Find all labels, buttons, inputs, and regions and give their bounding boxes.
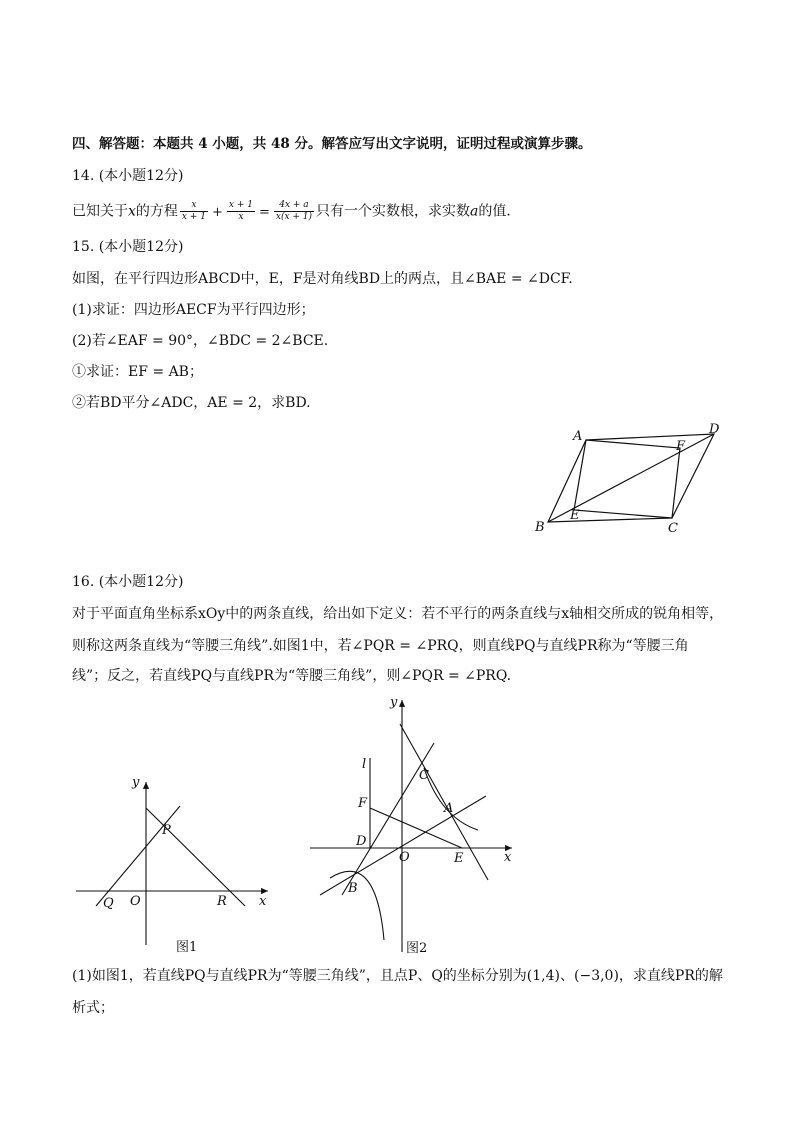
- q14-equals: =: [258, 204, 270, 220]
- fig1-label-y: y: [132, 775, 140, 790]
- q15-line-3: (2)若∠EAF = 90°，∠BDC = 2∠BCE.: [72, 333, 329, 349]
- q16-line-3: 线”；反之，若直线PQ与直线PR为“等腰三角线”，则∠PQR = ∠PRQ.: [72, 668, 512, 684]
- fig1-label-q: Q: [103, 896, 114, 911]
- q16-figure-1: [70, 770, 280, 960]
- q14-statement: [72, 200, 511, 223]
- q15-header: 15. (本小题12分): [72, 239, 184, 255]
- q15-line-2: (1)求证：四边形AECF为平行四边形；: [72, 302, 315, 318]
- fig2-label-l: l: [362, 757, 367, 772]
- q15-parallelogram-figure: [530, 420, 730, 540]
- q14-header: 14. (本小题12分): [72, 168, 184, 184]
- q14-fraction-1: [180, 200, 208, 223]
- q14-fraction-3: [274, 200, 314, 223]
- q15-line-5: ②若BD平分∠ADC，AE = 2，求BD.: [72, 395, 311, 411]
- fig2-label-y: y: [390, 695, 398, 710]
- q14-f2-den: x: [238, 212, 244, 222]
- fig2-label-e: E: [454, 851, 464, 866]
- q14-var-x: x: [128, 203, 136, 220]
- fig2-curve-upper: [424, 768, 478, 830]
- fig2-label-a: A: [444, 801, 454, 816]
- fig2-line-ba: [320, 796, 486, 895]
- q14-text-pre: 已知关于: [72, 203, 128, 220]
- q16-header: 16. (本小题12分): [72, 574, 184, 590]
- q16-sub1-line-2: 析式；: [72, 1000, 114, 1016]
- section-title: 四、解答题：本题共 4 小题，共 48 分。解答应写出文字说明，证明过程或演算步骤。: [72, 136, 592, 152]
- fig2-label-c: C: [419, 768, 429, 783]
- fig2-label-o: O: [399, 850, 410, 865]
- q14-f3-num: 4x + a: [274, 200, 314, 212]
- label-f: F: [676, 439, 686, 454]
- fig1-caption: 图1: [176, 940, 198, 955]
- label-a: A: [573, 429, 583, 444]
- q15-line-4: ①求证：EF = AB；: [72, 364, 203, 380]
- fig2-caption: 图2: [406, 941, 428, 956]
- q14-f3-den: x(x + 1): [275, 212, 313, 222]
- fig2-label-d: D: [356, 834, 367, 849]
- q14-plus: +: [211, 204, 223, 220]
- fig2-label-f: F: [358, 796, 368, 811]
- label-c: C: [668, 521, 678, 536]
- q14-text-post: 只有一个实数根，求实数: [316, 203, 471, 220]
- fig1-label-p: P: [162, 823, 171, 838]
- q14-f1-num: x: [180, 200, 208, 212]
- fig1-label-r: R: [217, 894, 227, 909]
- parallelogram-aecf: [574, 440, 680, 518]
- q16-figure-2: [306, 690, 526, 960]
- q16-line-2: 则称这两条直线为“等腰三角线”.如图1中，若∠PQR = ∠PRQ，则直线PQ与直线PR称为“等腰三角: [72, 638, 689, 654]
- fig2-label-x: x: [504, 850, 512, 865]
- q16-sub1-line-1: (1)如图1，若直线PQ与直线PR为“等腰三角线”，且点P、Q的坐标分别为(1,4)、(−3,0)，求直线PR的解: [72, 968, 723, 984]
- fig2-label-b: B: [348, 881, 358, 896]
- label-e: E: [570, 508, 580, 523]
- q14-text-mid: 的方程: [135, 203, 178, 220]
- fig1-label-o: O: [130, 894, 141, 909]
- q14-text-end: 的值.: [478, 203, 511, 220]
- q14-f2-num: x + 1: [228, 200, 253, 210]
- q15-line-1: 如图，在平行四边形ABCD中，E，F是对角线BD上的两点，且∠BAE = ∠DCF.: [72, 271, 573, 287]
- fig1-label-x: x: [259, 894, 267, 909]
- q16-line-1: 对于平面直角坐标系xOy中的两条直线，给出如下定义：若不平行的两条直线与x轴相交所成的锐角相等，: [72, 606, 724, 622]
- q14-f1-den: x + 1: [181, 212, 206, 222]
- label-d: D: [709, 422, 720, 437]
- q14-var-a: a: [470, 203, 479, 220]
- q14-fraction-2: [227, 200, 255, 223]
- label-b: B: [535, 520, 545, 535]
